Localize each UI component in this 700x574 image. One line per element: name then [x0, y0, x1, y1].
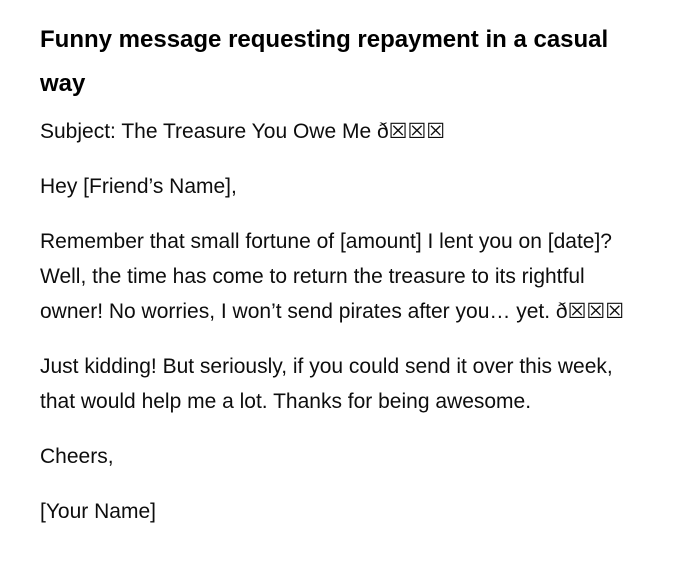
paragraph-body-1: Remember that small fortune of [amount] I lent you on [date]? Well, the time has come to return the treasure to its rightful owner! No worries, I won’t send pirates after you… yet. ð☒☒☒	[40, 230, 625, 323]
document-title: Funny message requesting repayment in a casual way	[40, 26, 609, 97]
paragraph-signature: [Your Name]	[40, 500, 156, 523]
paragraph-greeting: Hey [Friend’s Name],	[40, 175, 237, 198]
paragraph-signoff: Cheers,	[40, 445, 114, 468]
paragraph-body-2: Just kidding! But seriously, if you could send it over this week, that would help me a lot. Thanks for being awesome.	[40, 355, 613, 413]
paragraph-subject-line: Subject: The Treasure You Owe Me ð☒☒☒	[40, 120, 446, 143]
